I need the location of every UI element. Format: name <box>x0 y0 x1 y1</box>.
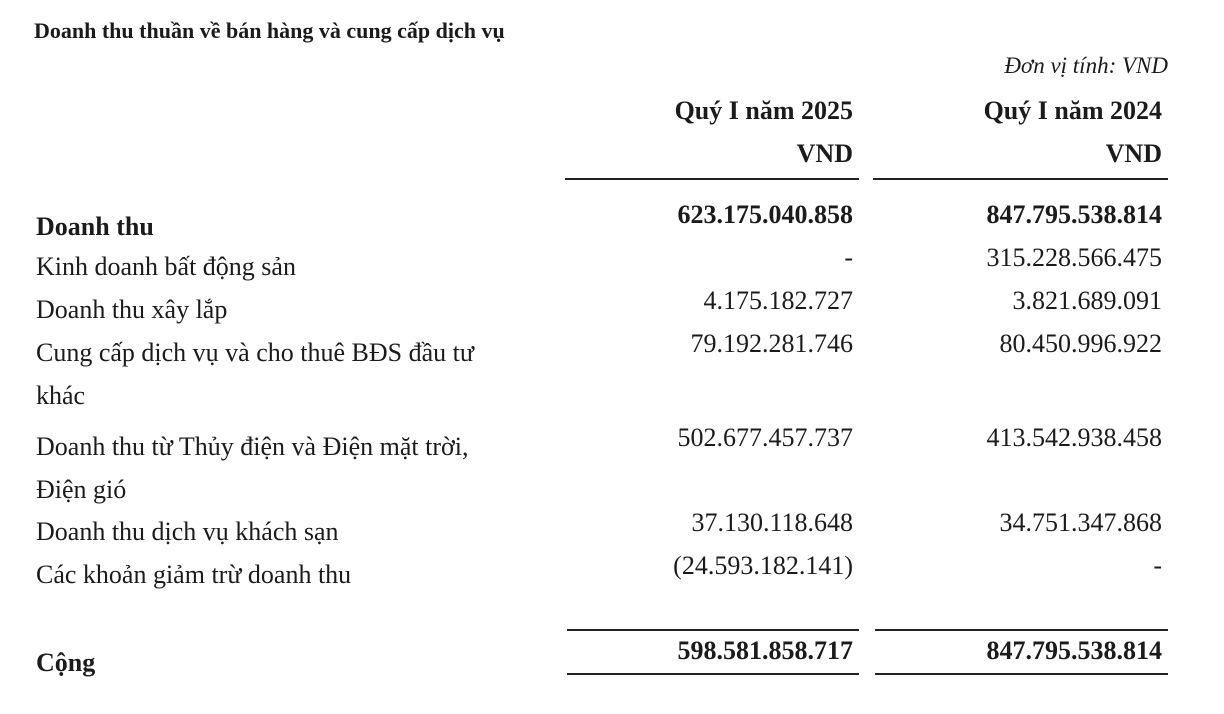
row-label-thuy-dien: Doanh thu từ Thủy điện và Điện mặt trời, <box>36 432 469 461</box>
row-value-2025-thuy-dien: 502.677.457.737 <box>677 423 853 452</box>
total-value-2024: 847.795.538.814 <box>986 636 1162 665</box>
row-value-2024-khach-san: 34.751.347.868 <box>999 508 1162 537</box>
header-rule-2024 <box>873 178 1168 180</box>
total-bottom-rule-2025 <box>567 673 859 675</box>
row-value-2024-xay-lap: 3.821.689.091 <box>1012 286 1162 315</box>
row-value-2025-kinh-doanh-bds: - <box>844 243 853 272</box>
row-label-khach-san: Doanh thu dịch vụ khách sạn <box>36 517 339 546</box>
row-label-kinh-doanh-bds: Kinh doanh bất động sản <box>36 252 296 281</box>
header-rule-2025 <box>565 178 859 180</box>
unit-note: Đơn vị tính: VND <box>1004 53 1168 78</box>
column-header-2025: Quý I năm 2025 <box>674 96 853 125</box>
row-value-2025-doanh-thu: 623.175.040.858 <box>677 200 853 229</box>
column-currency-2024: VND <box>1105 139 1162 168</box>
row-value-2025-giam-tru: (24.593.182.141) <box>673 551 853 580</box>
column-currency-2025: VND <box>796 139 853 168</box>
row-value-2025-dich-vu-cho-thue: 79.192.281.746 <box>690 329 853 358</box>
row-value-2025-khach-san: 37.130.118.648 <box>691 508 853 537</box>
total-top-rule-2025 <box>567 629 859 631</box>
row-value-2024-dich-vu-cho-thue: 80.450.996.922 <box>999 329 1162 358</box>
row-label-giam-tru: Các khoản giảm trừ doanh thu <box>36 560 352 589</box>
total-bottom-rule-2024 <box>875 673 1168 675</box>
section-title: Doanh thu thuần về bán hàng và cung cấp dịch vụ <box>34 18 505 43</box>
row-label-doanh-thu: Doanh thu <box>36 212 154 241</box>
row-value-2024-doanh-thu: 847.795.538.814 <box>986 200 1162 229</box>
row-label-xay-lap: Doanh thu xây lắp <box>36 295 228 324</box>
row-value-2025-xay-lap: 4.175.182.727 <box>703 286 853 315</box>
total-label: Cộng <box>36 648 96 677</box>
row-label-thuy-dien-line2: Điện gió <box>36 475 127 504</box>
total-value-2025: 598.581.858.717 <box>677 636 853 665</box>
row-value-2024-kinh-doanh-bds: 315.228.566.475 <box>986 243 1162 272</box>
row-label-dich-vu-cho-thue: Cung cấp dịch vụ và cho thuê BĐS đầu tư <box>36 338 474 367</box>
row-value-2024-thuy-dien: 413.542.938.458 <box>986 423 1162 452</box>
total-top-rule-2024 <box>875 629 1168 631</box>
row-value-2024-giam-tru: - <box>1153 551 1162 580</box>
row-label-dich-vu-cho-thue-line2: khác <box>36 381 86 410</box>
column-header-2024: Quý I năm 2024 <box>983 96 1162 125</box>
